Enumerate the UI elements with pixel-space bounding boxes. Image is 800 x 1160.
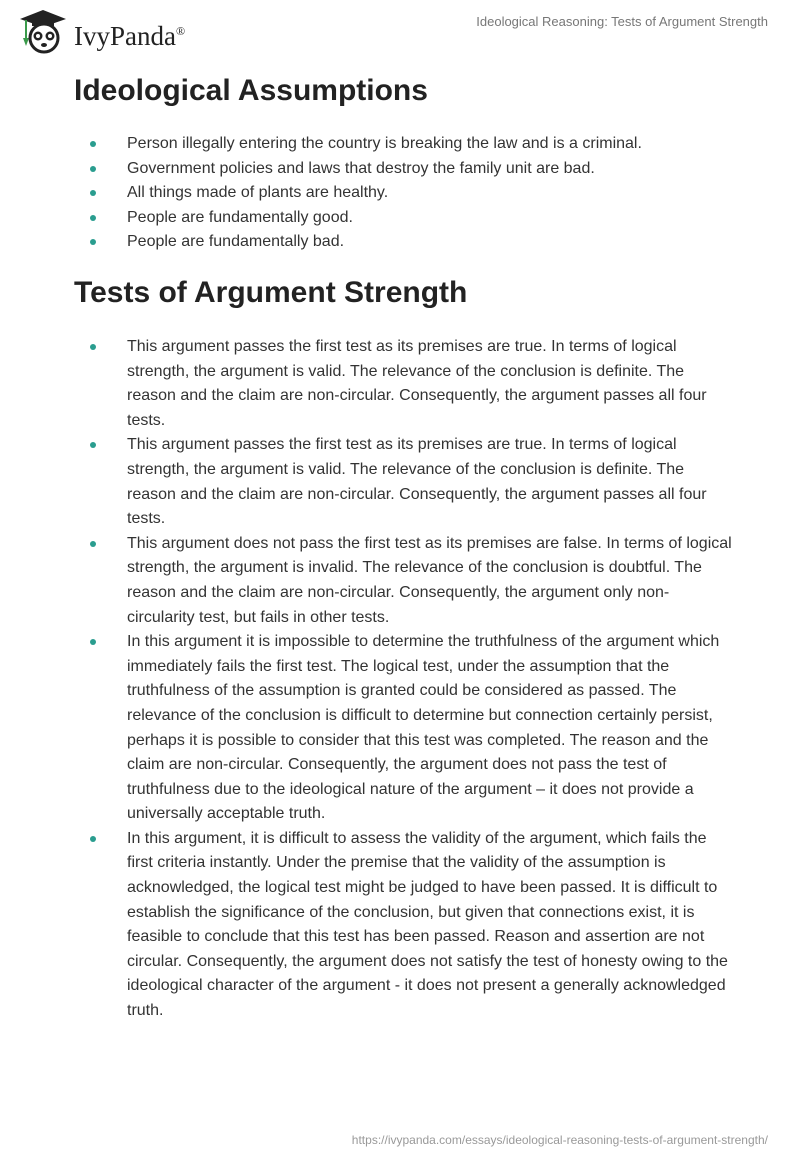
section-heading-tests-of-argument-strength: Tests of Argument Strength xyxy=(74,276,468,309)
list-item: Person illegally entering the country is breaking the law and is a criminal. xyxy=(74,132,734,157)
list-item: This argument passes the first test as its premises are true. In terms of logical strength, the argument is valid. The relevance of the conclusion is definite. The reason and the claim are non-circular. Consequently, the argument passes all four tests. xyxy=(74,433,734,531)
panda-graduate-icon xyxy=(18,8,68,54)
tests-list xyxy=(74,335,734,1024)
list-item: People are fundamentally good. xyxy=(74,206,734,231)
registered-mark: ® xyxy=(175,23,186,38)
list-item: This argument does not pass the first test as its premises are false. In terms of logical strength, the argument is invalid. The relevance of the conclusion is doubtful. The reason and the claim are non-circular. Consequently, the argument only non-circularity test, but fails in other tests. xyxy=(74,532,734,630)
document-title: Ideological Reasoning: Tests of Argument Strength xyxy=(476,14,768,29)
ivypanda-logo[interactable] xyxy=(18,8,185,54)
list-item: All things made of plants are healthy. xyxy=(74,181,734,206)
source-url[interactable]: https://ivypanda.com/essays/ideological-reasoning-tests-of-argument-strength/ xyxy=(351,1133,768,1147)
list-item: People are fundamentally bad. xyxy=(74,230,734,255)
list-item: This argument passes the first test as its premises are true. In terms of logical strength, the argument is valid. The relevance of the conclusion is definite. The reason and the claim are non-circular. Consequently, the argument passes all four tests. xyxy=(74,335,734,433)
list-item: In this argument it is impossible to determine the truthfulness of the argument which immediately fails the first test. The logical test, under the assumption that the truthfulness of the assumption is granted could be considered as passed. The relevance of the conclusion is difficult to determine but connection certainly persist, perhaps it is possible to consider that this test was completed. The reason and the claim are non-circular. Consequently, the argument does not pass the test of truthfulness due to the ideological nature of the argument – it does not provide a universally acceptable truth. xyxy=(74,630,734,827)
list-item: In this argument, it is difficult to assess the validity of the argument, which fails the first criteria instantly. Under the premise that the validity of the assumption is acknowledged, the logical test might be judged to have been passed. It is difficult to establish the significance of the conclusion, but given that connections exist, it is feasible to conclude that this test has been passed. Reason and assertion are not circular. Consequently, the argument does not satisfy the test of honesty owing to the ideological character of the argument - it does not present a generally acknowledged truth. xyxy=(74,827,734,1024)
logo-text: IvyPanda xyxy=(74,20,176,51)
section-heading-ideological-assumptions: Ideological Assumptions xyxy=(74,74,428,107)
list-item: Government policies and laws that destroy the family unit are bad. xyxy=(74,157,734,182)
assumptions-list xyxy=(74,132,734,255)
